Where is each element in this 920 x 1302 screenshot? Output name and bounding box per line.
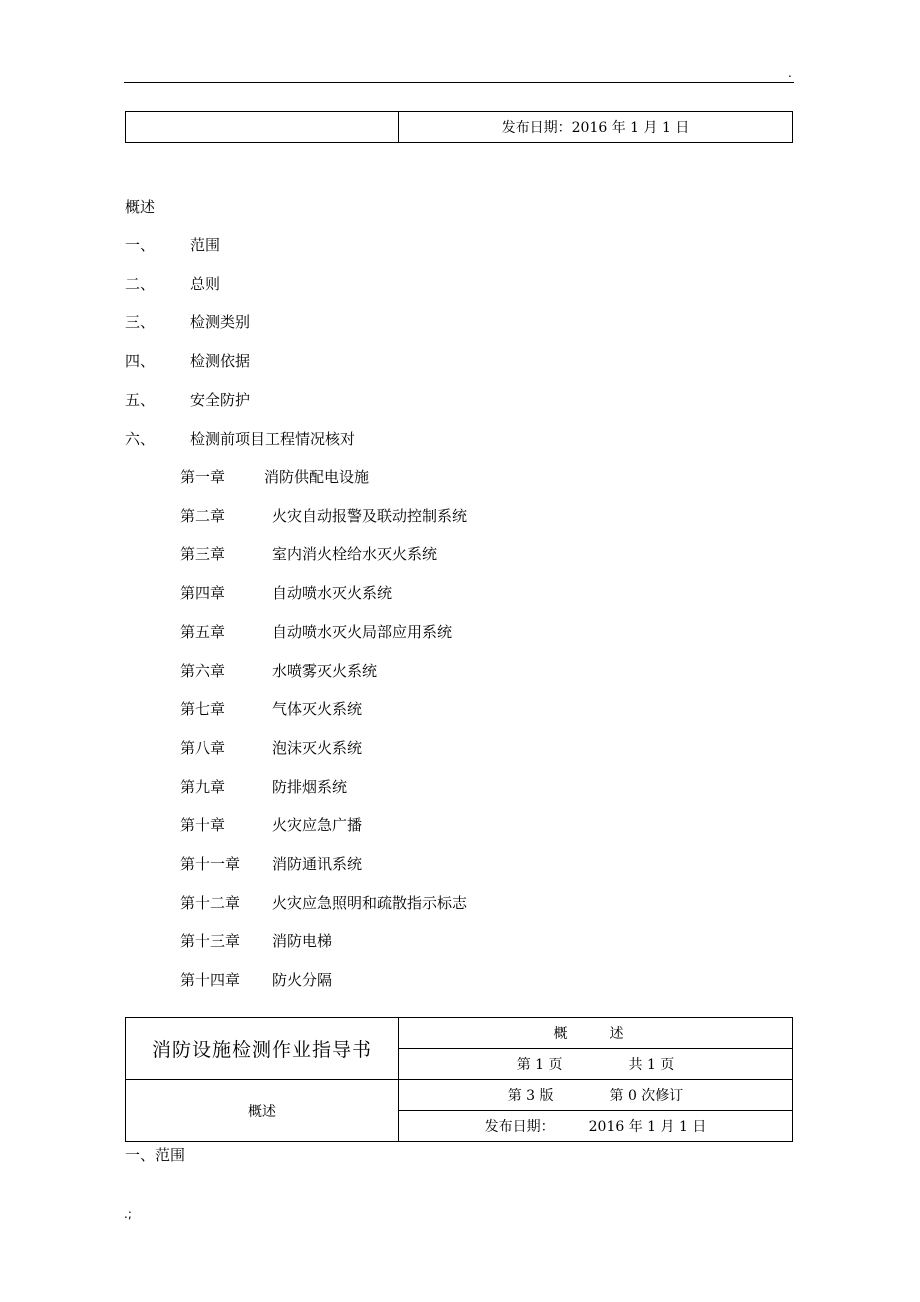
table-row [126, 1018, 793, 1049]
chapter-number: 第十三章 [180, 932, 241, 950]
chapter-title: 消防电梯 [272, 932, 333, 950]
section-title: 检测前项目工程情况核对 [190, 430, 356, 448]
chapter-title: 自动喷水灭火局部应用系统 [272, 623, 453, 641]
section-title: 检测依据 [190, 352, 251, 370]
section-number: 六、 [125, 430, 156, 448]
chapter-number: 第十二章 [180, 894, 241, 912]
release-value: 2016 年 1 月 1 日 [588, 1119, 707, 1135]
chapter-title: 火灾应急广播 [272, 816, 363, 834]
section-title: 范围 [190, 236, 221, 254]
chapter-title: 自动喷水灭火系统 [272, 584, 393, 602]
section-number: 四、 [125, 352, 156, 370]
chapter-title: 火灾自动报警及联动控制系统 [272, 507, 468, 525]
chapter-number: 第四章 [180, 584, 226, 602]
chapter-title: 水喷雾灭火系统 [272, 662, 378, 680]
chapter-number: 第二章 [180, 507, 226, 525]
chapter-number: 第八章 [180, 739, 226, 757]
section-number: 二、 [125, 275, 156, 293]
edition: 第 3 版 [507, 1088, 554, 1104]
release-label: 发布日期： [484, 1119, 555, 1135]
top-info-table [125, 111, 793, 143]
chapter-title: 防排烟系统 [272, 778, 348, 796]
edition-cell [399, 1080, 793, 1111]
chapter-number: 第七章 [180, 700, 226, 718]
section-number: 三、 [125, 313, 156, 331]
section-number: 五、 [125, 391, 156, 409]
chapter-title: 室内消火栓给水灭火系统 [272, 545, 438, 563]
chapter-title: 泡沫灭火系统 [272, 739, 363, 757]
chapter-number: 第十一章 [180, 855, 241, 873]
document-subject: 概述 [248, 1103, 276, 1120]
top-table-left-cell [126, 112, 399, 143]
overview-heading: 概述 [125, 198, 156, 216]
page-count-cell [399, 1049, 793, 1080]
chapter-number: 第十四章 [180, 971, 241, 989]
chapter-title: 消防供配电设施 [264, 468, 370, 486]
section-label: 概 述 [553, 1026, 638, 1042]
chapter-number: 第九章 [180, 778, 226, 796]
top-table-release-date: 发布日期：2016 年 1 月 1 日 [399, 112, 793, 143]
section-label-cell [399, 1018, 793, 1049]
document-title-cell [126, 1018, 399, 1080]
page-current: 第 1 页 [516, 1057, 563, 1073]
chapter-number: 第六章 [180, 662, 226, 680]
document-header-table [125, 1017, 793, 1142]
chapter-number: 第五章 [180, 623, 226, 641]
release-date-cell [399, 1111, 793, 1142]
document-title: 消防设施检测作业指导书 [151, 1039, 372, 1061]
chapter-number: 第一章 [180, 468, 226, 486]
header-dot: . [788, 66, 792, 80]
section-number: 一、 [125, 236, 156, 254]
chapter-number: 第十章 [180, 816, 226, 834]
chapter-title: 气体灭火系统 [272, 700, 363, 718]
page-total: 共 1 页 [628, 1057, 675, 1073]
section-title: 总则 [190, 275, 221, 293]
revision: 第 0 次修订 [609, 1088, 684, 1104]
subject-cell [126, 1080, 399, 1142]
chapter-title: 消防通讯系统 [272, 855, 363, 873]
table-row [126, 112, 793, 143]
footer-mark: .; [124, 1207, 132, 1221]
next-section-heading: 一、范围 [125, 1146, 186, 1164]
chapter-title: 火灾应急照明和疏散指示标志 [272, 894, 468, 912]
section-title: 安全防护 [190, 391, 251, 409]
header-rule [124, 82, 794, 83]
section-title: 检测类别 [190, 313, 251, 331]
chapter-title: 防火分隔 [272, 971, 333, 989]
table-row [126, 1080, 793, 1111]
chapter-number: 第三章 [180, 545, 226, 563]
